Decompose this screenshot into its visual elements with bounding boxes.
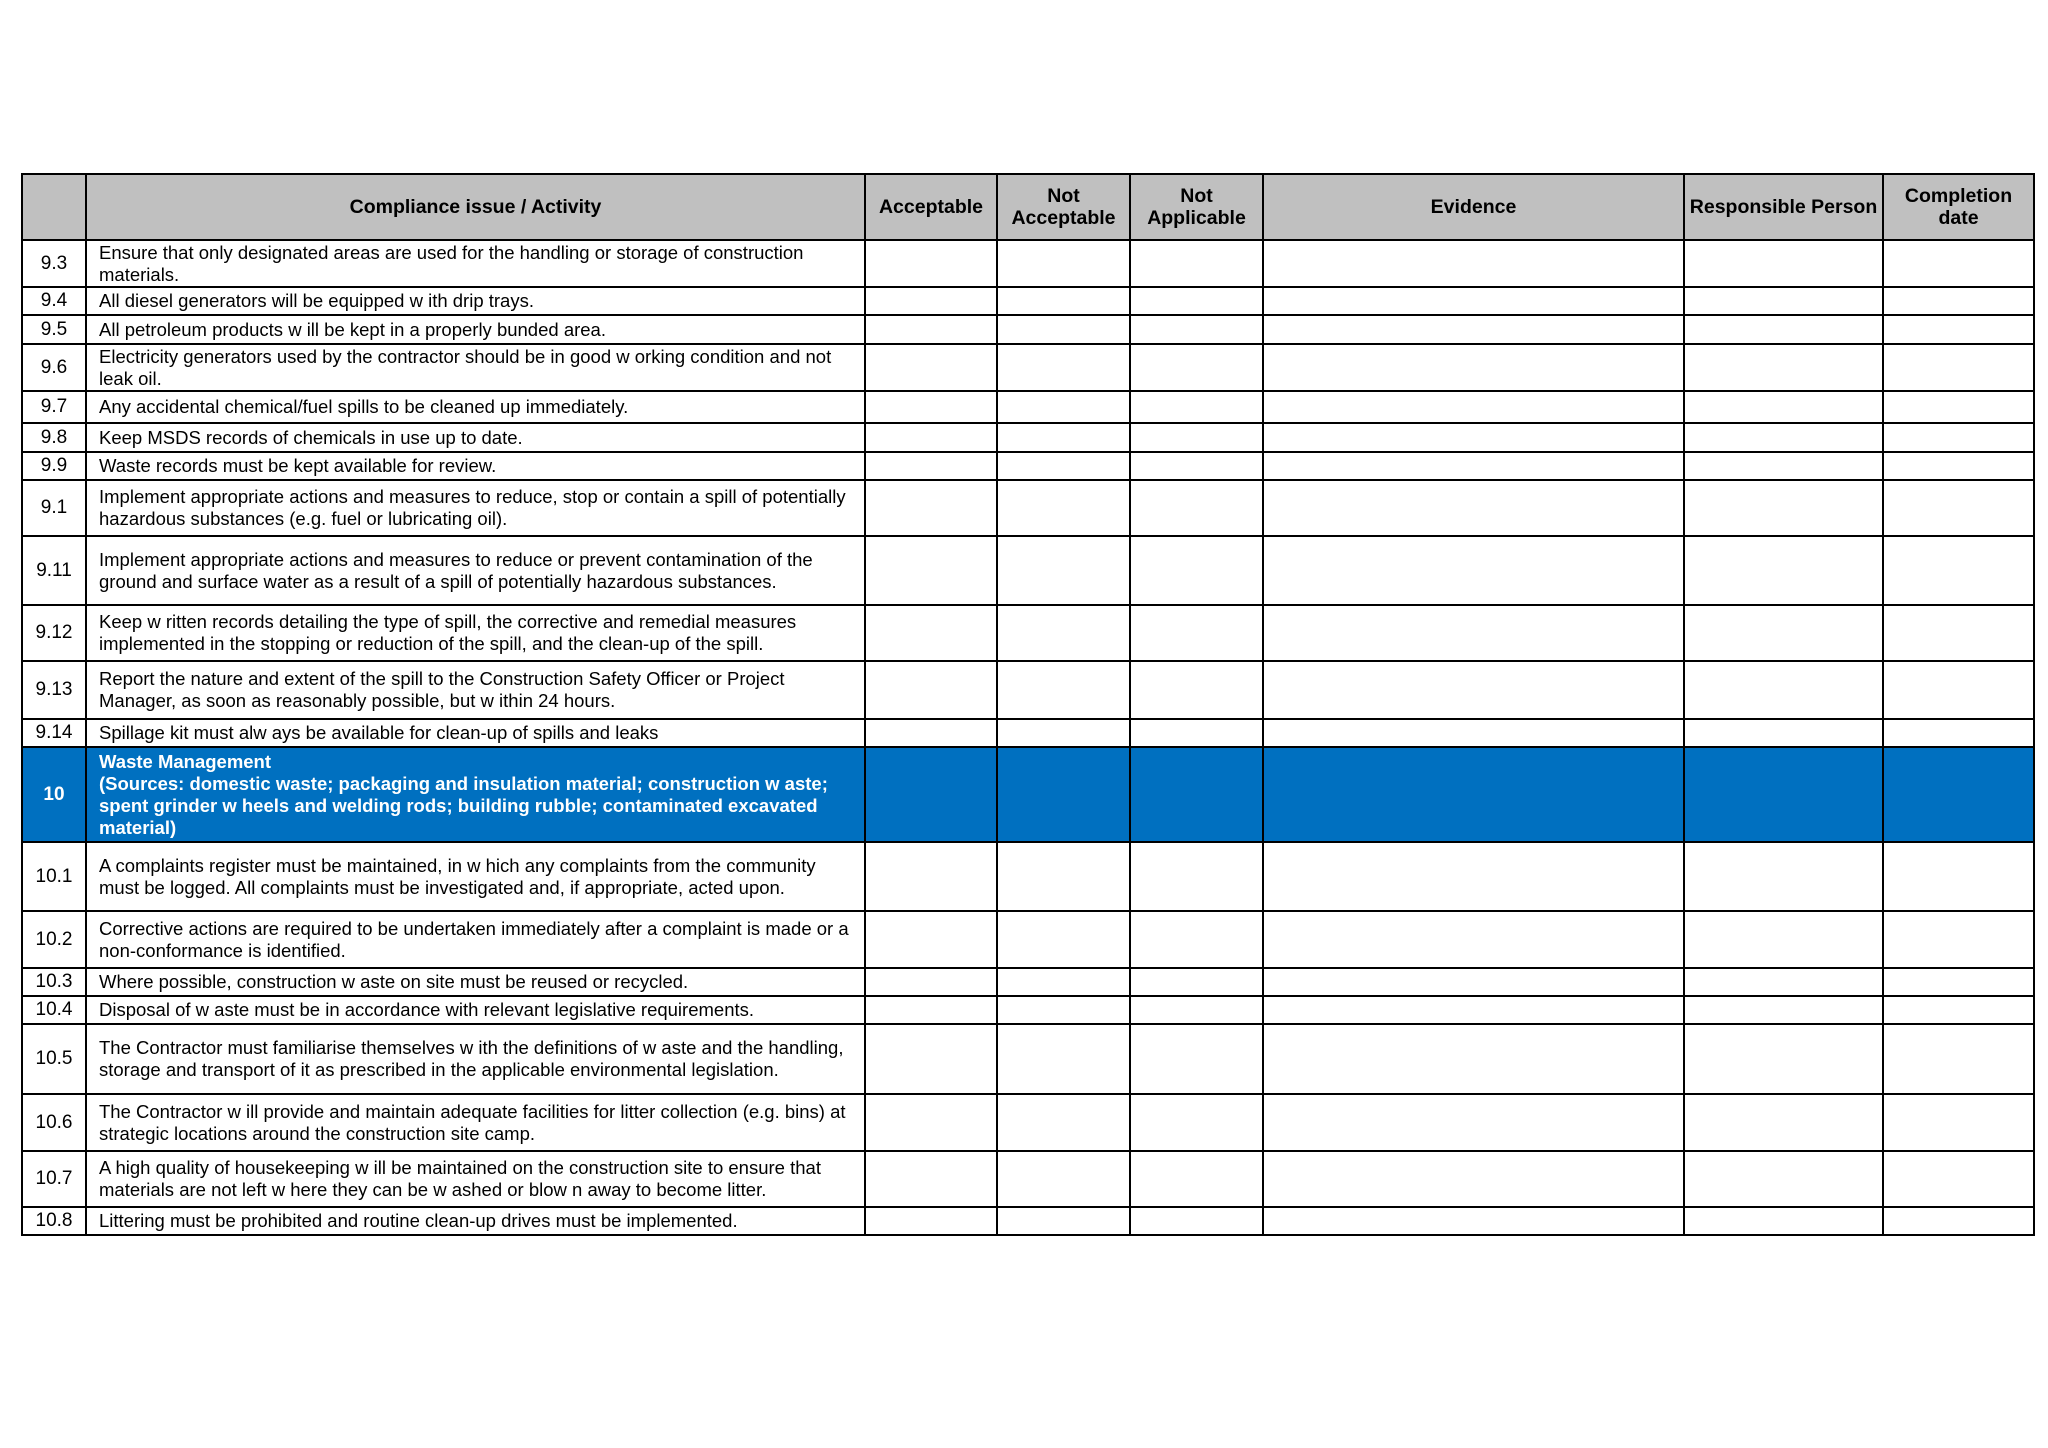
not-acceptable-cell <box>997 1151 1130 1207</box>
completion-date-cell <box>1883 719 2034 747</box>
activity-text: The Contractor w ill provide and maintain adequate facilities for litter collection (e.g. bins) at strategic locations around the construction site camp. <box>86 1094 865 1151</box>
not-applicable-cell <box>1130 719 1263 747</box>
evidence-cell <box>1263 315 1684 344</box>
compliance-checklist-table <box>21 173 2035 1236</box>
completion-date-cell <box>1883 480 2034 536</box>
table-row <box>22 842 2034 911</box>
evidence-cell <box>1263 842 1684 911</box>
activity-text: Ensure that only designated areas are used for the handling or storage of construction materials. <box>86 240 865 287</box>
evidence-cell <box>1263 968 1684 996</box>
not-applicable-cell <box>1130 240 1263 287</box>
not-applicable-cell <box>1130 996 1263 1024</box>
completion-date-cell <box>1883 661 2034 719</box>
not-applicable-cell <box>1130 287 1263 315</box>
item-number: 10.2 <box>22 911 86 968</box>
not-acceptable-cell <box>997 747 1130 842</box>
not-acceptable-cell <box>997 968 1130 996</box>
not-acceptable-cell <box>997 996 1130 1024</box>
completion-date-cell <box>1883 1094 2034 1151</box>
not-acceptable-cell <box>997 1207 1130 1235</box>
acceptable-cell <box>865 452 997 480</box>
acceptable-cell <box>865 747 997 842</box>
acceptable-cell <box>865 1151 997 1207</box>
item-number: 9.5 <box>22 315 86 344</box>
not-applicable-cell <box>1130 344 1263 391</box>
completion-date-cell <box>1883 1024 2034 1094</box>
table-row <box>22 423 2034 452</box>
not-acceptable-cell <box>997 605 1130 661</box>
acceptable-cell <box>865 968 997 996</box>
item-number: 9.6 <box>22 344 86 391</box>
table-row <box>22 452 2034 480</box>
table-row <box>22 719 2034 747</box>
evidence-cell <box>1263 480 1684 536</box>
responsible-person-cell <box>1684 536 1883 605</box>
item-number: 10.1 <box>22 842 86 911</box>
item-number: 10 <box>22 747 86 842</box>
responsible-person-cell <box>1684 1024 1883 1094</box>
not-acceptable-cell <box>997 911 1130 968</box>
not-applicable-cell <box>1130 968 1263 996</box>
responsible-person-cell <box>1684 480 1883 536</box>
completion-date-cell <box>1883 1207 2034 1235</box>
table-row <box>22 911 2034 968</box>
not-applicable-cell <box>1130 536 1263 605</box>
not-acceptable-cell <box>997 1024 1130 1094</box>
item-number: 9.13 <box>22 661 86 719</box>
header-not-acceptable: Not Acceptable <box>997 174 1130 240</box>
completion-date-cell <box>1883 842 2034 911</box>
item-number: 10.3 <box>22 968 86 996</box>
evidence-cell <box>1263 391 1684 423</box>
header-acceptable: Acceptable <box>865 174 997 240</box>
acceptable-cell <box>865 287 997 315</box>
not-acceptable-cell <box>997 287 1130 315</box>
not-acceptable-cell <box>997 240 1130 287</box>
completion-date-cell <box>1883 287 2034 315</box>
not-applicable-cell <box>1130 452 1263 480</box>
section-row <box>22 747 2034 842</box>
acceptable-cell <box>865 911 997 968</box>
evidence-cell <box>1263 661 1684 719</box>
acceptable-cell <box>865 480 997 536</box>
acceptable-cell <box>865 391 997 423</box>
responsible-person-cell <box>1684 240 1883 287</box>
activity-text: The Contractor must familiarise themselves w ith the definitions of w aste and the handling, storage and transport of it as prescribed in the applicable environmental legislation. <box>86 1024 865 1094</box>
completion-date-cell <box>1883 747 2034 842</box>
evidence-cell <box>1263 344 1684 391</box>
evidence-cell <box>1263 1151 1684 1207</box>
activity-text: A complaints register must be maintained, in w hich any complaints from the community must be logged. All complaints must be investigated and, if appropriate, acted upon. <box>86 842 865 911</box>
evidence-cell <box>1263 240 1684 287</box>
evidence-cell <box>1263 605 1684 661</box>
evidence-cell <box>1263 1024 1684 1094</box>
activity-text: Where possible, construction w aste on site must be reused or recycled. <box>86 968 865 996</box>
table-row <box>22 1024 2034 1094</box>
item-number: 9.4 <box>22 287 86 315</box>
acceptable-cell <box>865 842 997 911</box>
not-applicable-cell <box>1130 391 1263 423</box>
completion-date-cell <box>1883 344 2034 391</box>
responsible-person-cell <box>1684 423 1883 452</box>
completion-date-cell <box>1883 1151 2034 1207</box>
responsible-person-cell <box>1684 911 1883 968</box>
evidence-cell <box>1263 1207 1684 1235</box>
activity-text: Implement appropriate actions and measures to reduce, stop or contain a spill of potentially hazardous substances (e.g. fuel or lubricating oil). <box>86 480 865 536</box>
evidence-cell <box>1263 287 1684 315</box>
activity-text: All petroleum products w ill be kept in a properly bunded area. <box>86 315 865 344</box>
table-row <box>22 1207 2034 1235</box>
item-number: 10.6 <box>22 1094 86 1151</box>
evidence-cell <box>1263 719 1684 747</box>
activity-text: Disposal of w aste must be in accordance with relevant legislative requirements. <box>86 996 865 1024</box>
evidence-cell <box>1263 911 1684 968</box>
table-row <box>22 315 2034 344</box>
not-acceptable-cell <box>997 719 1130 747</box>
responsible-person-cell <box>1684 1207 1883 1235</box>
acceptable-cell <box>865 719 997 747</box>
table-header <box>22 174 2034 240</box>
responsible-person-cell <box>1684 605 1883 661</box>
activity-text: Any accidental chemical/fuel spills to be cleaned up immediately. <box>86 391 865 423</box>
header-completion-date: Completion date <box>1883 174 2034 240</box>
completion-date-cell <box>1883 452 2034 480</box>
evidence-cell <box>1263 423 1684 452</box>
section-title: Waste Management <box>99 750 272 772</box>
not-applicable-cell <box>1130 842 1263 911</box>
activity-text: All diesel generators will be equipped w ith drip trays. <box>86 287 865 315</box>
activity-text: Implement appropriate actions and measures to reduce or prevent contamination of the ground and surface water as a result of a spill of potentially hazardous substances. <box>86 536 865 605</box>
item-number: 9.3 <box>22 240 86 287</box>
responsible-person-cell <box>1684 968 1883 996</box>
acceptable-cell <box>865 1207 997 1235</box>
item-number: 9.1 <box>22 480 86 536</box>
not-acceptable-cell <box>997 536 1130 605</box>
table-row <box>22 287 2034 315</box>
not-applicable-cell <box>1130 1151 1263 1207</box>
table-row <box>22 480 2034 536</box>
completion-date-cell <box>1883 240 2034 287</box>
not-acceptable-cell <box>997 480 1130 536</box>
completion-date-cell <box>1883 423 2034 452</box>
item-number: 10.4 <box>22 996 86 1024</box>
item-number: 10.5 <box>22 1024 86 1094</box>
header-not-applicable: Not Applicable <box>1130 174 1263 240</box>
responsible-person-cell <box>1684 391 1883 423</box>
item-number: 9.11 <box>22 536 86 605</box>
not-acceptable-cell <box>997 423 1130 452</box>
header-evidence: Evidence <box>1263 174 1684 240</box>
responsible-person-cell <box>1684 661 1883 719</box>
not-acceptable-cell <box>997 391 1130 423</box>
responsible-person-cell <box>1684 287 1883 315</box>
not-applicable-cell <box>1130 1207 1263 1235</box>
responsible-person-cell <box>1684 452 1883 480</box>
not-acceptable-cell <box>997 315 1130 344</box>
not-acceptable-cell <box>997 842 1130 911</box>
table-row <box>22 968 2034 996</box>
table-row <box>22 391 2034 423</box>
activity-text: Keep w ritten records detailing the type of spill, the corrective and remedial measures implemented in the stopping or reduction of the spill, and the clean-up of the spill. <box>86 605 865 661</box>
table-row <box>22 240 2034 287</box>
item-number: 9.7 <box>22 391 86 423</box>
responsible-person-cell <box>1684 719 1883 747</box>
activity-text: Spillage kit must alw ays be available for clean-up of spills and leaks <box>86 719 865 747</box>
not-acceptable-cell <box>997 661 1130 719</box>
completion-date-cell <box>1883 536 2034 605</box>
item-number: 9.12 <box>22 605 86 661</box>
acceptable-cell <box>865 423 997 452</box>
completion-date-cell <box>1883 996 2034 1024</box>
not-applicable-cell <box>1130 661 1263 719</box>
evidence-cell <box>1263 536 1684 605</box>
not-applicable-cell <box>1130 747 1263 842</box>
acceptable-cell <box>865 996 997 1024</box>
activity-text: Keep MSDS records of chemicals in use up to date. <box>86 423 865 452</box>
header-compliance-issue: Compliance issue / Activity <box>86 174 865 240</box>
activity-text: A high quality of housekeeping w ill be maintained on the construction site to ensure that materials are not left w here they can be w ashed or blow n away to become litter. <box>86 1151 865 1207</box>
completion-date-cell <box>1883 968 2034 996</box>
not-applicable-cell <box>1130 315 1263 344</box>
section-sources: (Sources: domestic waste; packaging and insulation material; construction w aste; spent grinder w heels and welding rods; building rubble; contaminated excavated material) <box>99 772 828 838</box>
completion-date-cell <box>1883 911 2034 968</box>
acceptable-cell <box>865 661 997 719</box>
table-row <box>22 605 2034 661</box>
activity-text: Electricity generators used by the contractor should be in good w orking condition and not leak oil. <box>86 344 865 391</box>
header-responsible-person: Responsible Person <box>1684 174 1883 240</box>
item-number: 9.14 <box>22 719 86 747</box>
acceptable-cell <box>865 1024 997 1094</box>
responsible-person-cell <box>1684 996 1883 1024</box>
not-acceptable-cell <box>997 344 1130 391</box>
section-title-cell <box>86 747 865 842</box>
not-applicable-cell <box>1130 423 1263 452</box>
activity-text: Corrective actions are required to be undertaken immediately after a complaint is made or a non-conformance is identified. <box>86 911 865 968</box>
acceptable-cell <box>865 315 997 344</box>
acceptable-cell <box>865 605 997 661</box>
evidence-cell <box>1263 1094 1684 1151</box>
completion-date-cell <box>1883 315 2034 344</box>
not-applicable-cell <box>1130 911 1263 968</box>
responsible-person-cell <box>1684 315 1883 344</box>
responsible-person-cell <box>1684 1094 1883 1151</box>
table-row <box>22 996 2034 1024</box>
item-number: 10.7 <box>22 1151 86 1207</box>
table-row <box>22 661 2034 719</box>
responsible-person-cell <box>1684 747 1883 842</box>
not-applicable-cell <box>1130 605 1263 661</box>
table-row <box>22 1094 2034 1151</box>
item-number: 10.8 <box>22 1207 86 1235</box>
table-row <box>22 1151 2034 1207</box>
evidence-cell <box>1263 996 1684 1024</box>
activity-text: Report the nature and extent of the spill to the Construction Safety Officer or Project Manager, as soon as reasonably possible, but w ithin 24 hours. <box>86 661 865 719</box>
not-applicable-cell <box>1130 1094 1263 1151</box>
item-number: 9.9 <box>22 452 86 480</box>
table-body <box>22 240 2034 1235</box>
table-row <box>22 536 2034 605</box>
completion-date-cell <box>1883 605 2034 661</box>
acceptable-cell <box>865 240 997 287</box>
not-acceptable-cell <box>997 1094 1130 1151</box>
not-applicable-cell <box>1130 1024 1263 1094</box>
responsible-person-cell <box>1684 1151 1883 1207</box>
acceptable-cell <box>865 344 997 391</box>
header-number <box>22 174 86 240</box>
responsible-person-cell <box>1684 344 1883 391</box>
item-number: 9.8 <box>22 423 86 452</box>
acceptable-cell <box>865 536 997 605</box>
responsible-person-cell <box>1684 842 1883 911</box>
activity-text: Littering must be prohibited and routine clean-up drives must be implemented. <box>86 1207 865 1235</box>
not-acceptable-cell <box>997 452 1130 480</box>
evidence-cell <box>1263 452 1684 480</box>
activity-text: Waste records must be kept available for review. <box>86 452 865 480</box>
table-row <box>22 344 2034 391</box>
evidence-cell <box>1263 747 1684 842</box>
completion-date-cell <box>1883 391 2034 423</box>
acceptable-cell <box>865 1094 997 1151</box>
not-applicable-cell <box>1130 480 1263 536</box>
